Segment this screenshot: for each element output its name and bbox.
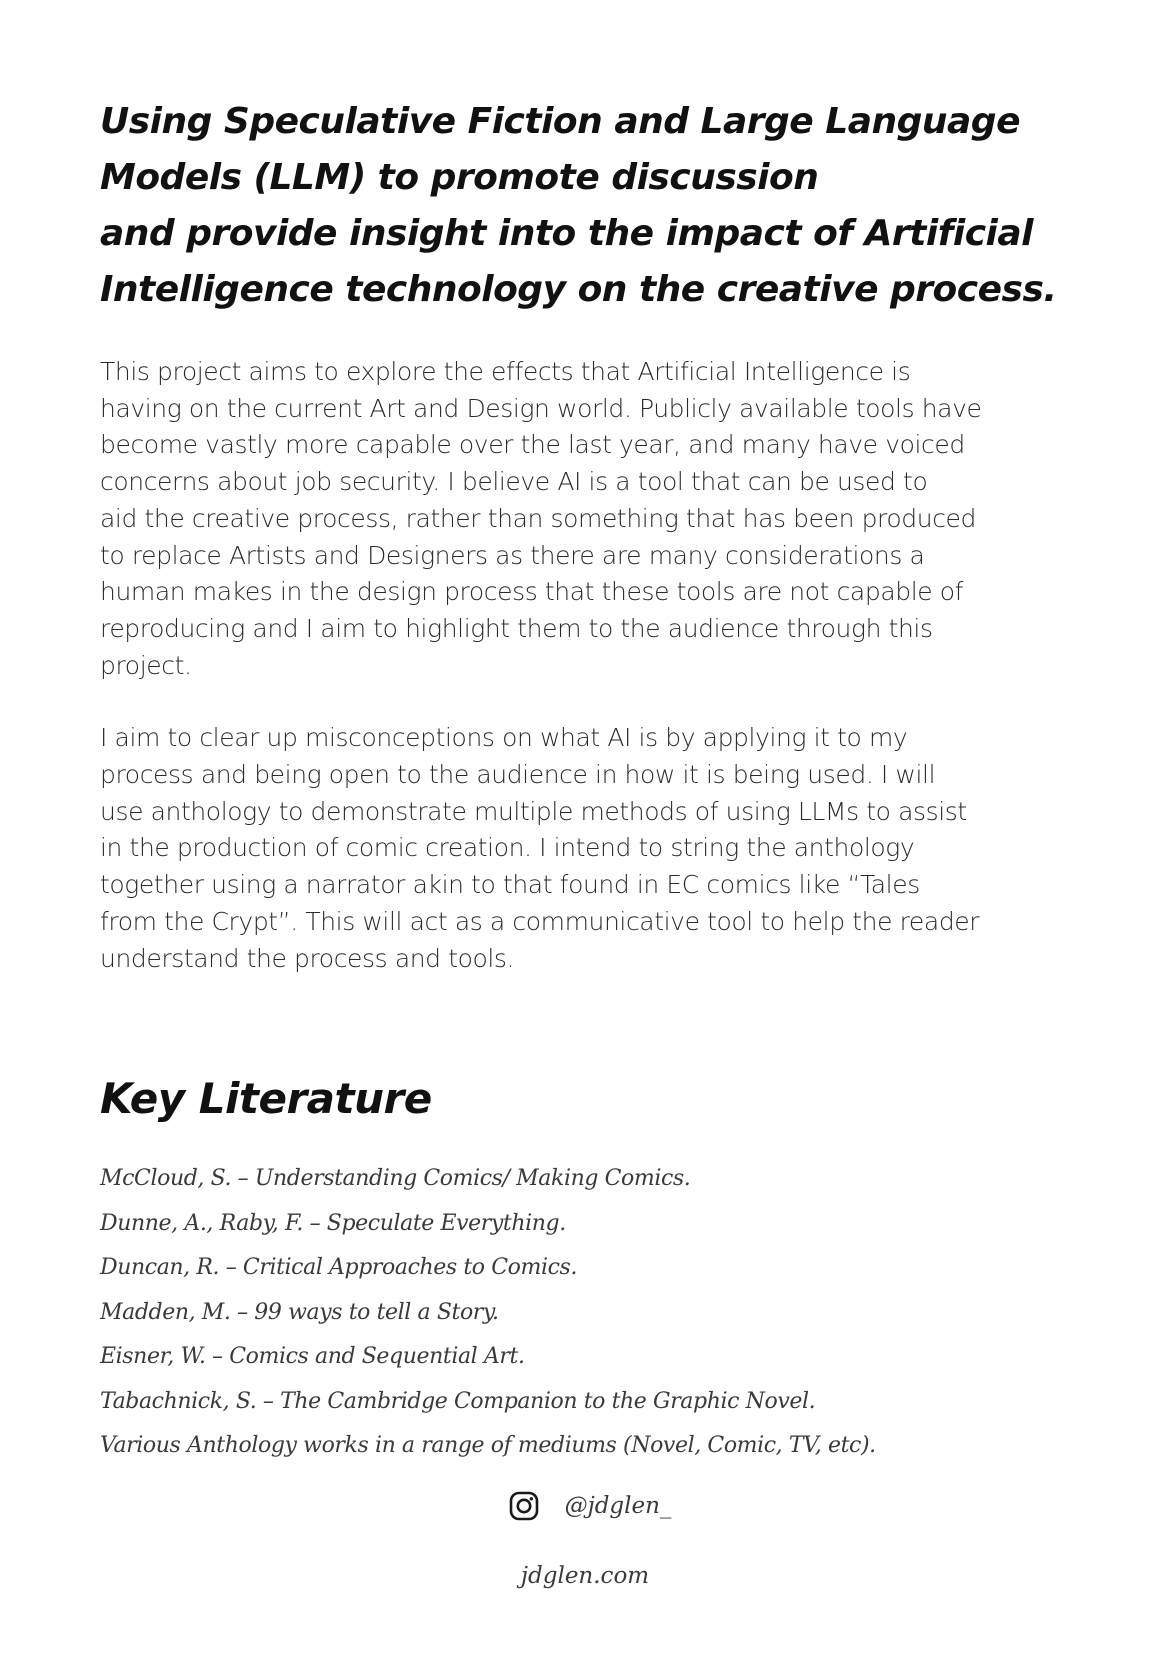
aim-paragraph: [100, 720, 1100, 977]
paragraph-line: to replace Artists and Designers as there are many considerations a: [100, 540, 925, 570]
literature-item: Dunne, A., Raby, F. – Speculate Everything.: [100, 1210, 566, 1236]
title-line: Using Speculative Fiction and Large Language: [100, 101, 1020, 142]
paragraph-line: from the Crypt”. This will act as a communicative tool to help the reader: [100, 906, 980, 936]
instagram-icon: [509, 1491, 539, 1521]
paragraph-line: I aim to clear up misconceptions on what AI is by applying it to my: [100, 723, 908, 753]
paragraph-line: concerns about job security. I believe AI is a tool that can be used to: [100, 467, 928, 497]
paragraph-line: This project aims to explore the effects that Artificial Intelligence is: [100, 357, 911, 386]
intro-paragraph: [100, 354, 1100, 684]
paragraph-line: understand the process and tools.: [100, 943, 515, 973]
paragraph-line: human makes in the design process that these tools are not capable of: [100, 577, 964, 607]
website-link[interactable]: jdglen.com: [520, 1563, 650, 1589]
instagram-handle[interactable]: @jdglen_: [564, 1493, 672, 1519]
literature-item: McCloud, S. – Understanding Comics/ Making Comics.: [100, 1166, 691, 1192]
literature-item: Duncan, R. – Critical Approaches to Comics.: [100, 1255, 578, 1281]
literature-item: Tabachnick, S. – The Cambridge Companion to the Graphic Novel.: [100, 1388, 816, 1414]
document-page: [100, 94, 1100, 1469]
page-title: [100, 94, 1100, 318]
literature-list: [100, 1157, 1100, 1469]
literature-item: Various Anthology works in a range of mediums (Novel, Comic, TV, etc).: [100, 1433, 876, 1459]
paragraph-line: reproducing and I aim to highlight them to the audience through this: [100, 613, 933, 643]
social-footer: [0, 1491, 1170, 1527]
paragraph-line: together using a narrator akin to that found in EC comics like “Tales: [100, 870, 920, 900]
paragraph-line: aid the creative process, rather than something that has been produced: [100, 503, 976, 533]
title-line: and provide insight into the impact of Artificial: [100, 213, 1034, 254]
paragraph-line: in the production of comic creation. I intend to string the anthology: [100, 833, 915, 863]
paragraph-line: process and being open to the audience in how it is being used. I will: [100, 760, 936, 790]
paragraph-line: having on the current Art and Design world. Publicly available tools have: [100, 393, 982, 423]
paragraph-line: use anthology to demonstrate multiple methods of using LLMs to assist: [100, 796, 967, 826]
paragraph-line: become vastly more capable over the last year, and many have voiced: [100, 430, 965, 460]
literature-item: Eisner, W. – Comics and Sequential Art.: [100, 1344, 525, 1370]
literature-item: Madden, M. – 99 ways to tell a Story.: [100, 1299, 499, 1325]
title-line: Models (LLM) to promote discussion: [100, 157, 819, 198]
title-line: Intelligence technology on the creative process.: [100, 269, 1057, 310]
paragraph-line: project.: [100, 650, 192, 680]
key-literature-heading: Key Literature: [100, 1074, 432, 1124]
instagram-link[interactable]: [509, 1491, 672, 1521]
